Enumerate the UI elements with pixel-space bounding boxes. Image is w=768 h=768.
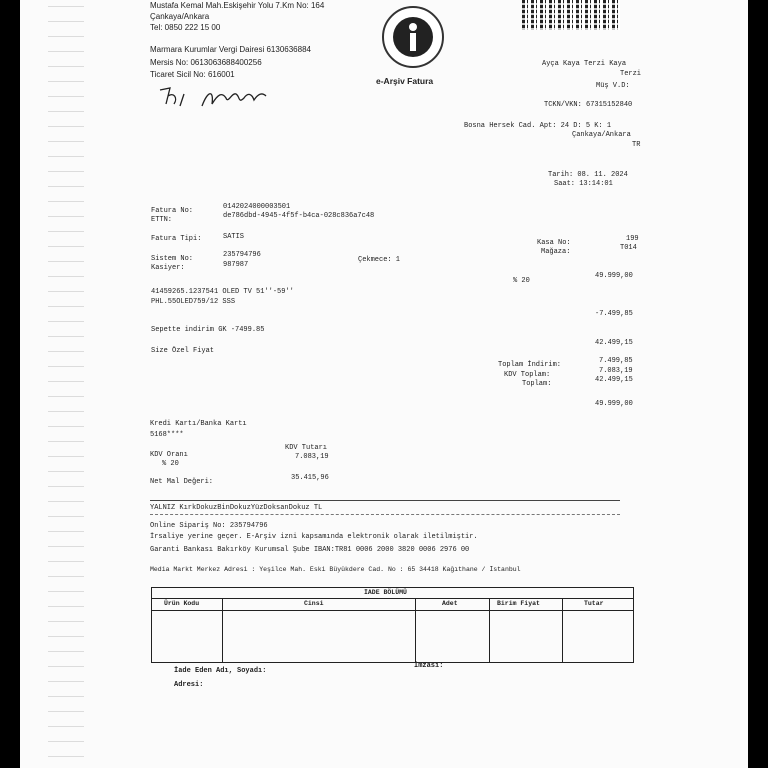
ettn-value: de786dbd-4945-4f5f-b4ca-028c836a7c48 — [223, 212, 375, 220]
paid-amount: 49.999,00 — [595, 400, 633, 408]
total-discount-label: Toplam İndirim: — [498, 361, 562, 369]
net-value-label: Net Mal Değeri: — [150, 478, 214, 486]
amount-in-words: YALNIZ KırkDokuzBinDokuzYüzDoksanDokuz TL — [150, 504, 323, 512]
store-value: T014 — [620, 244, 637, 252]
buyer-tax-office: Müş V.D: — [596, 82, 630, 90]
register-value: 199 — [626, 235, 639, 243]
vat-rate-label: KDV Oranı — [150, 451, 188, 459]
seller-address-line1: Mustafa Kemal Mah.Eskişehir Yolu 7.Km No: 164 — [150, 1, 325, 10]
seller-tax-office: Marmara Kurumlar Vergi Dairesi 6130636884 — [150, 45, 311, 54]
system-no-label: Sistem No: — [151, 255, 194, 263]
vat-total-value: 7.083,19 — [599, 367, 633, 375]
invoice-date: Tarih: 08. 11. 2024 — [548, 171, 628, 179]
seller-mersis: Mersis No: 0613063688400256 — [150, 58, 262, 67]
buyer-country: TR — [632, 141, 641, 149]
seller-trade-registry: Ticaret Sicil No: 616001 — [150, 70, 235, 79]
col-product-code: Ürün Kodu — [164, 600, 200, 607]
item-vat-rate: % 20 — [513, 277, 530, 285]
register-label: Kasa No: — [537, 239, 571, 247]
bank-info: Garanti Bankası Bakırköy Kurumsal Şube IBAN:TR81 0006 2000 3820 0006 2976 00 — [150, 546, 470, 554]
cashier-label: Kasiyer: — [151, 264, 185, 272]
card-number: 5168**** — [150, 431, 184, 439]
online-order-no: Online Sipariş No: 235794796 — [150, 522, 268, 530]
return-section-table — [151, 587, 634, 663]
invoice-type-label: Fatura Tipi: — [151, 235, 202, 243]
system-no-value: 235794796 — [223, 251, 261, 259]
e-archive-logo-icon — [382, 6, 444, 68]
logo-caption: e-Arşiv Fatura — [376, 76, 434, 86]
special-price: 42.499,15 — [595, 339, 633, 347]
buyer-address-line2: Çankaya/Ankara — [572, 131, 631, 139]
vat-amount-value: 7.083,19 — [295, 453, 329, 461]
signature — [156, 84, 271, 114]
item-line2: PHL.55OLED759/12 SSS — [151, 298, 236, 306]
buyer-address-line1: Bosna Hersek Cad. Apt: 24 D: 5 K: 1 — [464, 122, 612, 130]
col-type: Cinsi — [304, 600, 324, 607]
divider — [150, 514, 620, 515]
invoice-time: Saat: 13:14:01 — [554, 180, 613, 188]
col-unit-price: Birim Fiyat — [497, 600, 540, 607]
special-price-label: Size Özel Fiyat — [151, 347, 215, 355]
invoice-no-value: 0142024000003501 — [223, 203, 291, 211]
seller-phone: Tel: 0850 222 15 00 — [150, 23, 221, 32]
seller-address-line2: Çankaya/Ankara — [150, 12, 210, 21]
vat-amount-label: KDV Tutarı — [285, 444, 328, 452]
drawer-no: Çekmece: 1 — [358, 256, 401, 264]
grand-total-value: 42.499,15 — [595, 376, 633, 384]
invoice-type-value: SATIS — [223, 233, 245, 241]
buyer-name-line2: Terzi — [620, 70, 642, 78]
returner-name-label: İade Eden Adı, Soyadı: — [174, 667, 267, 675]
buyer-name-line1: Ayça Kaya Terzi Kaya — [542, 60, 627, 68]
net-value-amount: 35.415,96 — [291, 474, 329, 482]
divider — [150, 500, 620, 501]
cashier-value: 987987 — [223, 261, 249, 269]
buyer-tckn: TCKN/VKN: 67315152840 — [544, 101, 633, 109]
item-line1: 41459265.1237541 OLED TV 51''-59'' — [151, 288, 294, 296]
col-quantity: Adet — [442, 600, 458, 607]
cart-discount: Sepette indirim GK -7499.85 — [151, 326, 265, 334]
total-discount-value: 7.499,85 — [599, 357, 633, 365]
grand-total-label: Toplam: — [522, 380, 552, 388]
card-label: Kredi Kartı/Banka Kartı — [150, 420, 247, 428]
address-label: Adresi: — [174, 681, 204, 689]
store-label: Mağaza: — [541, 248, 571, 256]
item-price: 49.999,00 — [595, 272, 633, 280]
e-archive-note: İrsaliye yerine geçer. E-Arşiv izni kapsamında elektronik olarak iletilmiştir. — [150, 533, 478, 541]
hq-address: Media Markt Merkez Adresi : Yeşilce Mah. Eski Büyükdere Cad. No : 65 34418 Kağıthane / İstanbul — [150, 566, 521, 573]
vat-total-label: KDV Toplam: — [504, 371, 551, 379]
signature-label: İmzası: — [414, 662, 444, 670]
col-total: Tutar — [584, 600, 604, 607]
scan-noise-left — [48, 0, 84, 768]
item-discount-value: -7.499,85 — [595, 310, 633, 318]
return-section-title: İADE BÖLÜMÜ — [364, 589, 407, 596]
invoice-page — [20, 0, 748, 768]
ettn-label: ETTN: — [151, 216, 173, 224]
invoice-no-label: Fatura No: — [151, 207, 194, 215]
vat-rate-value: % 20 — [162, 460, 179, 468]
